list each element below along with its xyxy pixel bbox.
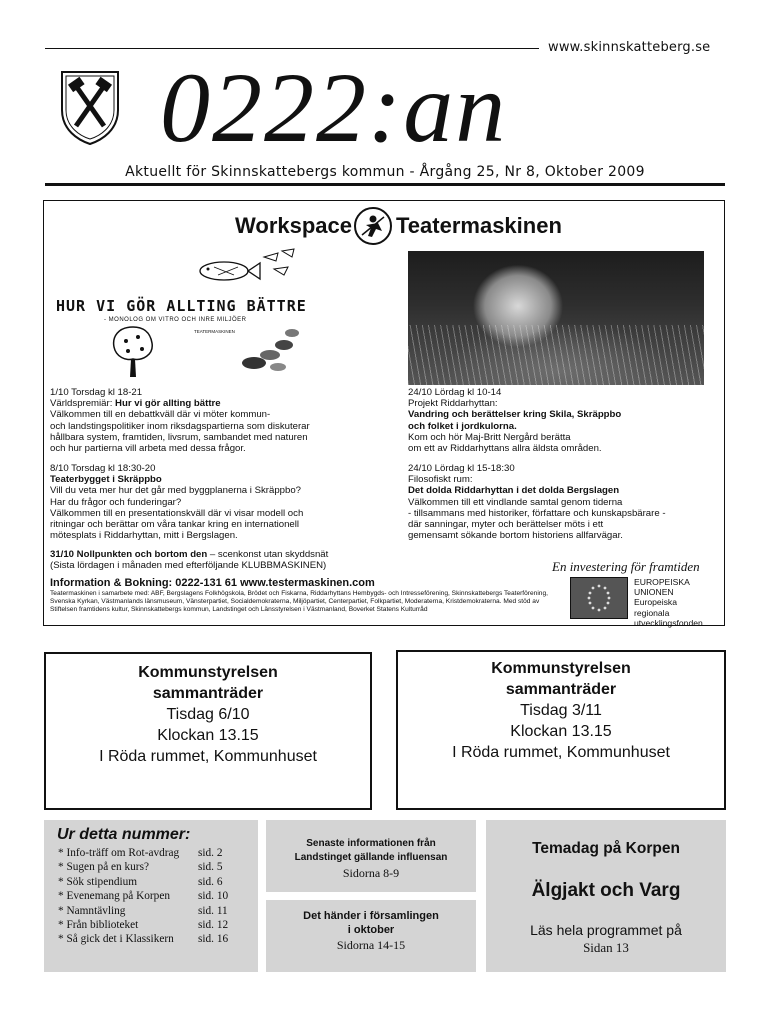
toc-list <box>58 846 229 947</box>
toc-item-page: sid. 16 <box>198 933 229 946</box>
meeting-day: Tisdag 6/10 <box>166 706 250 723</box>
event-date: 24/10 Lördag kl 15-18:30 <box>408 463 515 474</box>
top-rule <box>45 48 539 49</box>
toc-item-page: sid. 10 <box>198 890 229 903</box>
korpen-title: Temadag på Korpen <box>532 840 680 857</box>
forsamling-box <box>266 900 476 972</box>
stones-drawing <box>234 325 304 375</box>
meeting-box-november <box>396 650 726 810</box>
partner-list: Teatermaskinen i samarbete med: ABF, Bergslagens Folkhögskola, Brödet och Fiskarna, Riddarhyttans Hembygds- och Intresseförening, Skinnskattebergs Teaterförening, Svenska Kyrkan, Västmanlands länsmuseum, Vänsterpartiet, Socialdemokraterna, Miljöpartiet, Centerpartiet, Folkpartiet, Moderaterna, Kristdemokraterna. Med stöd av Stiftelsen framtidens kultur, Skinnskattebergs kommun, Landstinget och Länsstyrelsen i Västmanland, Boverket Statens Kulturråd <box>50 590 548 613</box>
eu-label-line: regionala <box>634 607 670 618</box>
eu-flag-icon <box>570 577 628 619</box>
event-title: Världspremiär: Hur vi gör allting bättre <box>50 398 221 410</box>
meeting-box-october <box>44 652 372 810</box>
korpen-headline: Älgjakt och Varg <box>531 880 681 901</box>
event-text: och hur partierna vill arbeta med dessa frågor. <box>50 443 246 455</box>
toc-item-page: sid. 2 <box>198 847 223 859</box>
event-block-3 <box>408 387 621 454</box>
meeting-subtitle: sammanträder <box>505 681 617 698</box>
forsamling-pages: Sidorna 14-15 <box>336 938 406 952</box>
event-title: och folket i jordkulorna. <box>408 420 517 432</box>
toc-item-page: sid. 6 <box>198 875 223 888</box>
hur-vi-gor-credit: TEATERMASKINEN <box>194 329 235 334</box>
event-block-1 <box>50 387 310 454</box>
teatermaskinen-ad <box>43 200 725 626</box>
event-block-4 <box>408 463 666 541</box>
event-date: 1/10 Torsdag kl 18-21 <box>50 387 143 398</box>
issue-subtitle: Aktuellt för Skinnskattebergs kommun - Årgång 25, Nr 8, Oktober 2009 <box>125 164 645 180</box>
eu-label-line: EUROPEISKA <box>634 577 690 587</box>
toc-item[interactable] <box>58 846 223 860</box>
website-url[interactable]: www.skinnskatteberg.se <box>548 40 711 55</box>
meeting-subtitle: sammanträder <box>152 685 264 702</box>
meeting-time: Klockan 13.15 <box>510 723 612 740</box>
meeting-place: I Röda rummet, Kommunhuset <box>99 748 317 765</box>
forsamling-line2: i oktober <box>347 924 395 936</box>
event-text: Välkommen till en presentationskväll där vi visar modell och <box>50 507 304 519</box>
toc-item[interactable] <box>58 904 228 918</box>
hur-vi-gor-title: HUR VI GÖR ALLTING BÄTTRE <box>56 297 307 315</box>
nollpunkten-note: (Sista lördagen i månaden med efterföljande KLUBBMASKINEN) <box>50 560 327 572</box>
teatermaskinen-logo-icon <box>354 207 392 245</box>
event-text: Har du frågor och funderingar? <box>50 496 182 508</box>
landsting-pages: Sidorna 8-9 <box>342 866 400 880</box>
toc-item-label: * Info-träff om Rot-avdrag <box>58 847 180 859</box>
event-title: Teaterbygget i Skräppbo <box>50 474 162 486</box>
event-text: Välkommen till en debattkväll där vi möter kommun- <box>50 409 271 421</box>
toc-box <box>44 820 258 972</box>
ad-title-left: Workspace <box>235 213 352 238</box>
event-text: hållbara system, framtiden, livsrum, sambandet med naturen <box>50 431 308 443</box>
event-text: och landstingspolitiker inom riksdagspartierna som diskuterar <box>50 420 310 432</box>
booking-info[interactable]: Information & Bokning: 0222-131 61 www.testermaskinen.com <box>50 577 375 589</box>
meeting-title: Kommunstyrelsen <box>138 664 278 681</box>
toc-item-page: sid. 5 <box>198 861 223 874</box>
nollpunkten-tagline: – scenkonst utan skyddsnät <box>207 549 329 560</box>
nollpunkten-title: 31/10 Nollpunkten och bortom den <box>50 549 208 560</box>
toc-item-label: * Från biblioteket <box>58 919 139 932</box>
eu-label-line: Europeiska <box>634 597 677 608</box>
event-text: - tillsammans med historiker, författare och kunskapsbärare - <box>408 507 666 519</box>
toc-item[interactable] <box>58 918 229 932</box>
event-text: Filosofiskt rum: <box>408 474 473 486</box>
event-title: Vandring och berättelser kring Skila, Skräppbo <box>408 409 622 421</box>
event-text: Välkommen till ett vindlande samtal genom tiderna <box>408 496 623 508</box>
eu-slogan: En investering för framtiden <box>552 559 700 574</box>
forsamling-line1: Det händer i församlingen <box>303 910 439 922</box>
ad-title-right: Teatermaskinen <box>396 213 562 238</box>
toc-item[interactable] <box>58 889 229 903</box>
eu-label-line: utvecklingsfonden <box>634 617 703 628</box>
theatre-photo <box>408 251 704 385</box>
masthead-rule <box>45 183 725 186</box>
toc-item-label: * Namntävling <box>58 904 126 917</box>
event-text: mötesplats i Riddarhyttan, mitt i Bergslagen. <box>50 530 238 542</box>
event-text: gemensamt sökande bortom historiens allfarvägar. <box>408 530 623 542</box>
eu-label <box>634 577 703 628</box>
korpen-line: Läs hela programmet på <box>530 922 682 938</box>
event-date: 24/10 Lördag kl 10-14 <box>408 387 502 398</box>
tree-drawing <box>108 323 158 379</box>
landsting-line1: Senaste informationen från <box>306 838 436 849</box>
event-text: Kom och hör Maj-Britt Nergård berätta <box>408 431 571 443</box>
toc-item[interactable] <box>58 875 223 889</box>
event-date: 8/10 Torsdag kl 18:30-20 <box>50 463 156 474</box>
fish-drawing <box>194 247 304 291</box>
event-text: där sanningar, myter och berättelser möts i ett <box>408 519 604 531</box>
meeting-day: Tisdag 3/11 <box>520 702 602 719</box>
toc-item-label: * Sök stipendium <box>58 875 138 888</box>
meeting-time: Klockan 13.15 <box>157 727 259 744</box>
masthead-title: 0222:an <box>160 52 508 163</box>
event-text: Vill du veta mer hur det går med byggplanerna i Skräppbo? <box>50 485 302 497</box>
toc-item-label: * Sugen på en kurs? <box>58 861 149 874</box>
korpen-page: Sidan 13 <box>583 940 629 955</box>
event-text: om ett av Riddarhyttans allra äldsta områden. <box>408 443 602 455</box>
event-text: Projekt Riddarhyttan: <box>408 398 498 410</box>
event-text: ritningar och berättar om våra tankar kring en internationell <box>50 519 300 531</box>
korpen-box <box>486 820 726 972</box>
landsting-line2: Landstinget gällande influensan <box>294 852 448 863</box>
toc-item-label: * Evenemang på Korpen <box>58 890 170 903</box>
toc-item-page: sid. 12 <box>198 919 229 932</box>
meeting-place: I Röda rummet, Kommunhuset <box>452 744 670 761</box>
crest-icon <box>58 68 122 146</box>
landsting-box <box>266 820 476 892</box>
toc-item[interactable] <box>58 932 229 946</box>
toc-title: Ur detta nummer: <box>57 826 191 843</box>
eu-label-line: UNIONEN <box>634 587 674 598</box>
toc-item-page: sid. 11 <box>198 904 228 917</box>
toc-item[interactable] <box>58 860 223 874</box>
meeting-title: Kommunstyrelsen <box>491 660 631 677</box>
event-title: Det dolda Riddarhyttan i det dolda Bergslagen <box>408 485 620 497</box>
nollpunkten-block <box>50 549 328 571</box>
toc-item-label: * Så gick det i Klassikern <box>58 933 174 946</box>
event-block-2 <box>50 463 303 541</box>
hur-vi-gor-subtitle: - MONOLOG OM VITRO OCH INRE MILJÖER <box>104 317 247 323</box>
